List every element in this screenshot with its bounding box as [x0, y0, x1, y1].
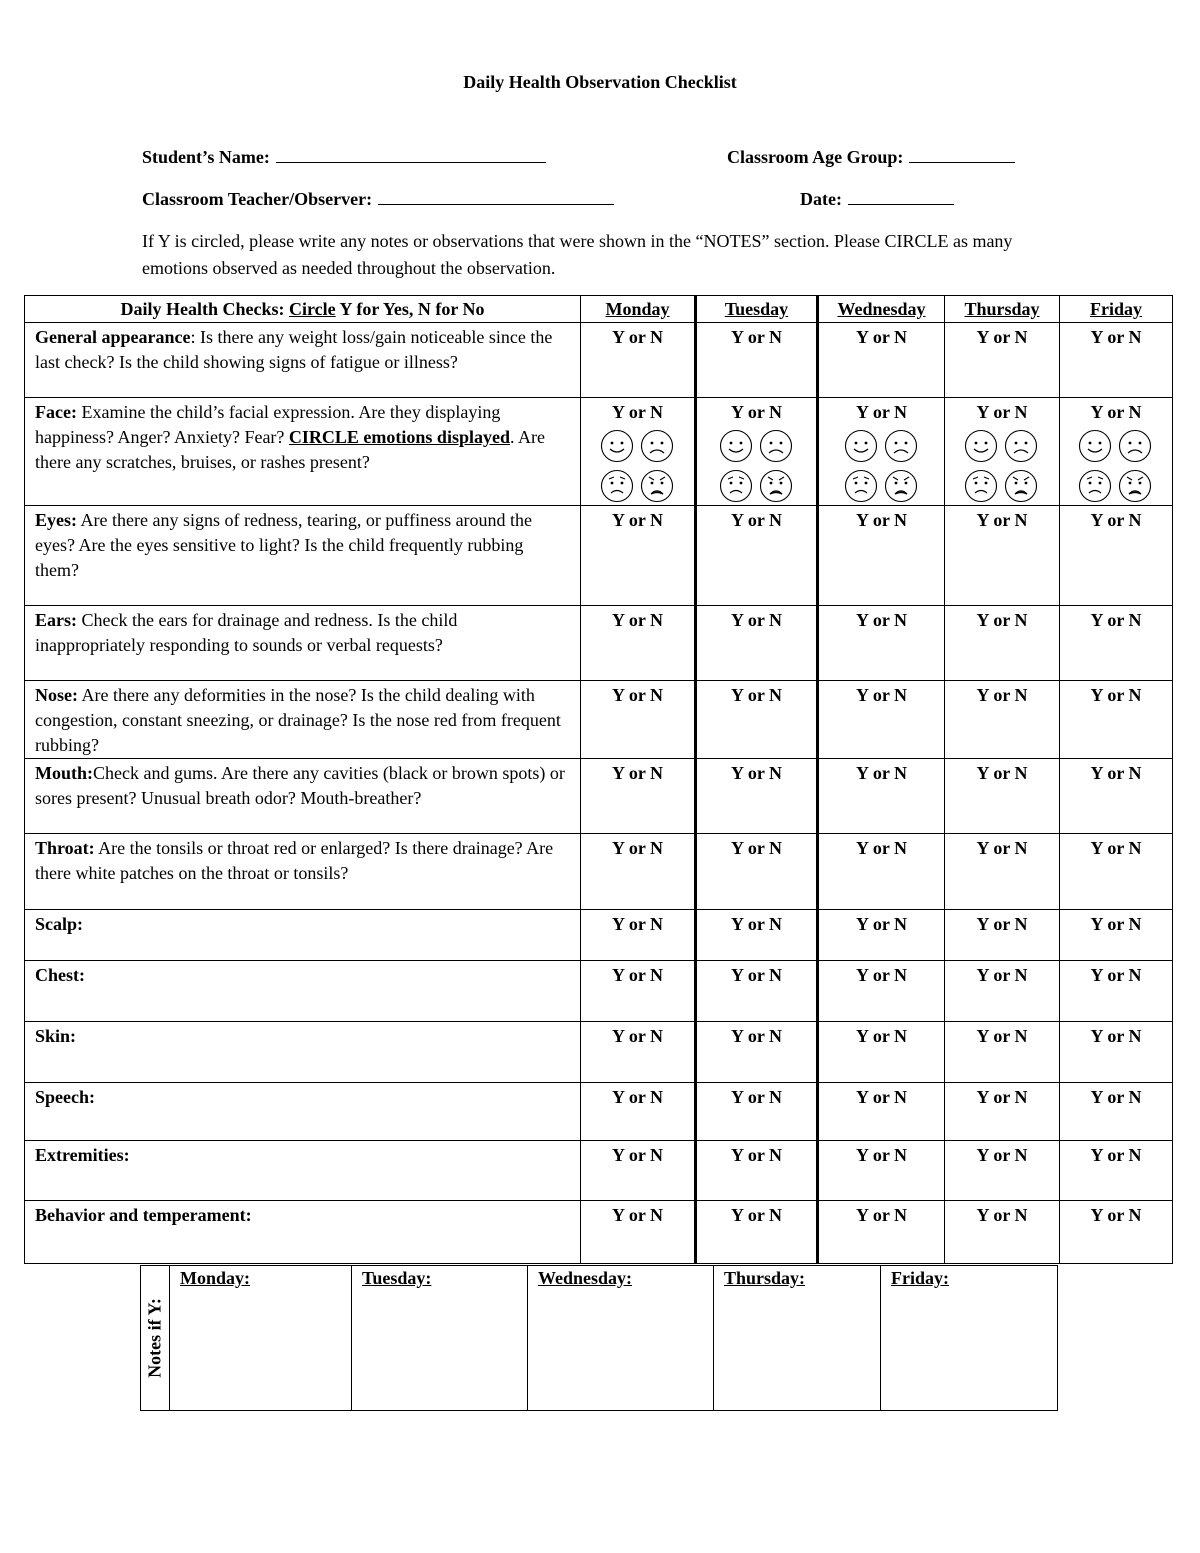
happy-face-icon[interactable] — [844, 429, 880, 463]
emotion-faces — [581, 429, 694, 503]
answer-tuesday[interactable] — [696, 1022, 818, 1083]
question-emphasis: CIRCLE emotions displayed — [288, 427, 510, 447]
teacher-field[interactable] — [142, 186, 614, 210]
answer-tuesday[interactable] — [696, 506, 818, 606]
question-cell — [25, 834, 581, 910]
answer-wednesday[interactable] — [818, 961, 945, 1022]
answer-friday[interactable] — [1060, 1201, 1173, 1264]
question-text-2: . Are there any scratches, bruises, or rashes present? — [35, 427, 545, 472]
yes-no-option[interactable]: Y or N — [612, 402, 663, 422]
answer-tuesday[interactable] — [696, 834, 818, 910]
question-cell — [25, 759, 581, 834]
yes-no-option[interactable]: Y or N — [856, 1026, 907, 1046]
angry-face-icon[interactable] — [1004, 469, 1040, 503]
happy-face-icon[interactable] — [719, 429, 755, 463]
yes-no-option[interactable]: Y or N — [856, 1087, 907, 1107]
yes-no-option[interactable]: Y or N — [976, 402, 1028, 422]
question-label: Behavior and temperament: — [35, 1205, 252, 1225]
answer-friday[interactable] — [1060, 398, 1173, 506]
emotion-faces — [697, 429, 816, 503]
table-row — [25, 834, 1173, 910]
table-row — [25, 606, 1173, 681]
answer-monday[interactable] — [581, 1141, 696, 1201]
notes-label-cell — [141, 1266, 170, 1411]
notes-wednesday[interactable]: Wednesday: — [528, 1266, 714, 1411]
notes-tuesday[interactable]: Tuesday: — [352, 1266, 528, 1411]
yes-no-option[interactable]: Y or N — [612, 1087, 663, 1107]
angry-face-icon[interactable] — [884, 469, 920, 503]
answer-wednesday[interactable] — [818, 398, 945, 506]
table-row — [25, 759, 1173, 834]
table-row — [25, 1201, 1173, 1264]
header-friday: Friday — [1060, 296, 1173, 323]
question-label: Scalp: — [35, 914, 84, 934]
worried-face-icon[interactable] — [600, 469, 636, 503]
answer-monday[interactable] — [581, 1201, 696, 1264]
yes-no-option[interactable]: Y or N — [731, 510, 782, 530]
question-cell — [25, 910, 581, 961]
answer-wednesday[interactable] — [818, 323, 945, 398]
answer-thursday[interactable] — [945, 506, 1060, 606]
date-field[interactable] — [800, 186, 954, 210]
sad-face-icon[interactable] — [759, 429, 795, 463]
answer-thursday[interactable] — [945, 606, 1060, 681]
answer-friday[interactable] — [1060, 323, 1173, 398]
yes-no-option[interactable]: Y or N — [612, 1026, 663, 1046]
question-text: : Is there any weight loss/gain noticeable since the last check? Is the child showing signs of fatigue or illness? — [35, 327, 553, 372]
question-text: Examine the child’s facial expression. Are they displaying happiness? Anger? Anxiety? Fear? — [35, 402, 501, 447]
yes-no-option[interactable]: Y or N — [612, 1145, 663, 1165]
question-cell — [25, 1022, 581, 1083]
answer-monday[interactable] — [581, 910, 696, 961]
yes-no-option[interactable]: Y or N — [856, 510, 907, 530]
yes-no-option[interactable]: Y or N — [612, 510, 663, 530]
answer-thursday[interactable] — [945, 1141, 1060, 1201]
instructions: If Y is circled, please write any notes or observations that were shown in the “NOTES” section. Please CIRCLE as many emotions observed as needed throughout the observation. — [142, 231, 1013, 278]
yes-no-option[interactable]: Y or N — [731, 1205, 782, 1225]
answer-friday[interactable] — [1060, 506, 1173, 606]
yes-no-option[interactable]: Y or N — [1090, 1026, 1142, 1046]
question-cell — [25, 323, 581, 398]
yes-no-option[interactable]: Y or N — [976, 1087, 1028, 1107]
yes-no-option[interactable]: Y or N — [1090, 610, 1142, 630]
answer-monday[interactable] — [581, 961, 696, 1022]
student-name-field[interactable] — [142, 144, 546, 168]
yes-no-option[interactable]: Y or N — [731, 838, 782, 858]
table-row — [25, 506, 1173, 606]
yes-no-option[interactable]: Y or N — [612, 1205, 663, 1225]
table-row — [25, 1141, 1173, 1201]
angry-face-icon[interactable] — [640, 469, 676, 503]
question-label: Extremities: — [35, 1145, 130, 1165]
yes-no-option[interactable]: Y or N — [612, 610, 663, 630]
question-text: Check and gums. Are there any cavities (black or brown spots) or sores present? Unusual breath odor? Mouth-breather? — [35, 763, 565, 808]
answer-friday[interactable] — [1060, 834, 1173, 910]
question-cell — [25, 1141, 581, 1201]
question-label: Face: — [35, 402, 77, 422]
yes-no-option[interactable]: Y or N — [976, 510, 1028, 530]
answer-tuesday[interactable] — [696, 759, 818, 834]
header-thursday: Thursday — [945, 296, 1060, 323]
yes-no-option[interactable]: Y or N — [731, 914, 782, 934]
answer-wednesday[interactable] — [818, 834, 945, 910]
question-cell — [25, 506, 581, 606]
table-row — [25, 323, 1173, 398]
worried-face-icon[interactable] — [844, 469, 880, 503]
header-monday: Monday — [581, 296, 696, 323]
answer-monday[interactable] — [581, 606, 696, 681]
emotion-faces — [819, 429, 944, 503]
answer-tuesday[interactable] — [696, 323, 818, 398]
health-checklist-table — [24, 295, 1173, 1264]
answer-thursday[interactable] — [945, 1201, 1060, 1264]
yes-no-option[interactable]: Y or N — [1090, 914, 1142, 934]
yes-no-option[interactable]: Y or N — [976, 1205, 1028, 1225]
answer-wednesday[interactable] — [818, 606, 945, 681]
question-label: Chest: — [35, 965, 85, 985]
question-label: Throat: — [35, 838, 95, 858]
angry-face-icon[interactable] — [759, 469, 795, 503]
yes-no-option[interactable]: Y or N — [731, 1026, 782, 1046]
yes-no-option[interactable]: Y or N — [1090, 510, 1142, 530]
yes-no-option[interactable]: Y or N — [612, 838, 663, 858]
answer-wednesday[interactable] — [818, 1022, 945, 1083]
answer-thursday[interactable] — [945, 910, 1060, 961]
question-label: Mouth: — [35, 763, 93, 783]
table-row — [25, 961, 1173, 1022]
sad-face-icon[interactable] — [640, 429, 676, 463]
answer-thursday[interactable] — [945, 961, 1060, 1022]
student-name-label: Student’s Name: — [142, 147, 270, 167]
answer-thursday[interactable] — [945, 398, 1060, 506]
yes-no-option[interactable]: Y or N — [856, 965, 907, 985]
yes-no-option[interactable]: Y or N — [731, 763, 782, 783]
answer-wednesday[interactable] — [818, 1083, 945, 1141]
sad-face-icon[interactable] — [1004, 429, 1040, 463]
worried-face-icon[interactable] — [1078, 469, 1114, 503]
answer-monday[interactable] — [581, 506, 696, 606]
answer-tuesday[interactable] — [696, 910, 818, 961]
answer-thursday[interactable] — [945, 834, 1060, 910]
answer-thursday[interactable] — [945, 681, 1060, 759]
answer-thursday[interactable] — [945, 1083, 1060, 1141]
worried-face-icon[interactable] — [964, 469, 1000, 503]
yes-no-option[interactable]: Y or N — [612, 327, 663, 347]
yes-no-option[interactable]: Y or N — [612, 763, 663, 783]
yes-no-option[interactable]: Y or N — [731, 1087, 782, 1107]
answer-monday[interactable] — [581, 834, 696, 910]
answer-wednesday[interactable] — [818, 759, 945, 834]
yes-no-option[interactable]: Y or N — [1090, 1205, 1142, 1225]
answer-friday[interactable] — [1060, 910, 1173, 961]
yes-no-option[interactable]: Y or N — [731, 327, 782, 347]
question-cell — [25, 681, 581, 759]
happy-face-icon[interactable] — [1078, 429, 1114, 463]
question-label: Ears: — [35, 610, 77, 630]
teacher-label: Classroom Teacher/Observer: — [142, 189, 373, 209]
question-cell — [25, 1083, 581, 1141]
yes-no-option[interactable]: Y or N — [976, 610, 1028, 630]
yes-no-option[interactable]: Y or N — [976, 327, 1028, 347]
yes-no-option[interactable]: Y or N — [976, 914, 1028, 934]
yes-no-option[interactable]: Y or N — [976, 838, 1028, 858]
yes-no-option[interactable]: Y or N — [976, 685, 1028, 705]
yes-no-option[interactable]: Y or N — [612, 965, 663, 985]
sad-face-icon[interactable] — [884, 429, 920, 463]
answer-tuesday[interactable] — [696, 398, 818, 506]
yes-no-option[interactable]: Y or N — [1090, 402, 1142, 422]
yes-no-option[interactable]: Y or N — [976, 965, 1028, 985]
answer-thursday[interactable] — [945, 1022, 1060, 1083]
answer-friday[interactable] — [1060, 759, 1173, 834]
yes-no-option[interactable]: Y or N — [731, 1145, 782, 1165]
yes-no-option[interactable]: Y or N — [612, 914, 663, 934]
emotion-faces — [945, 429, 1059, 503]
angry-face-icon[interactable] — [1118, 469, 1154, 503]
yes-no-option[interactable]: Y or N — [856, 402, 907, 422]
yes-no-option[interactable]: Y or N — [1090, 685, 1142, 705]
yes-no-option[interactable]: Y or N — [976, 1026, 1028, 1046]
question-text: Are there any deformities in the nose? Is the child dealing with congestion, constant sneezing, or drainage? Is the nose red from frequent rubbing? — [35, 685, 561, 755]
happy-face-icon[interactable] — [600, 429, 636, 463]
answer-wednesday[interactable] — [818, 681, 945, 759]
yes-no-option[interactable]: Y or N — [856, 610, 907, 630]
table-row — [25, 681, 1173, 759]
student-name-line[interactable] — [276, 144, 546, 163]
answer-tuesday[interactable] — [696, 681, 818, 759]
answer-monday[interactable] — [581, 1022, 696, 1083]
answer-thursday[interactable] — [945, 323, 1060, 398]
age-group-field[interactable] — [727, 144, 1015, 168]
question-label: Nose: — [35, 685, 78, 705]
yes-no-option[interactable]: Y or N — [856, 914, 907, 934]
answer-friday[interactable] — [1060, 1022, 1173, 1083]
table-row — [25, 1083, 1173, 1141]
notes-monday[interactable]: Monday: — [170, 1266, 352, 1411]
teacher-line[interactable] — [378, 186, 614, 205]
yes-no-option[interactable]: Y or N — [1090, 1087, 1142, 1107]
answer-friday[interactable] — [1060, 1083, 1173, 1141]
header-tuesday: Tuesday — [696, 296, 818, 323]
yes-no-option[interactable]: Y or N — [856, 685, 907, 705]
question-label: Eyes: — [35, 510, 77, 530]
yes-no-option[interactable]: Y or N — [731, 610, 782, 630]
emotion-faces — [1060, 429, 1172, 503]
question-text: Are the tonsils or throat red or enlarged? Is there drainage? Are there white patches on the throat or tonsils? — [35, 838, 554, 883]
answer-tuesday[interactable] — [696, 606, 818, 681]
question-cell — [25, 961, 581, 1022]
answer-wednesday[interactable] — [818, 506, 945, 606]
question-cell — [25, 606, 581, 681]
yes-no-option[interactable]: Y or N — [856, 1205, 907, 1225]
happy-face-icon[interactable] — [964, 429, 1000, 463]
question-text: Are there any signs of redness, tearing, or puffiness around the eyes? Are the eyes sensitive to light? Is the child frequently rubbing them? — [35, 510, 533, 580]
question-label: Skin: — [35, 1026, 77, 1046]
answer-friday[interactable] — [1060, 1141, 1173, 1201]
answer-friday[interactable] — [1060, 961, 1173, 1022]
question-label: General appearance — [35, 327, 191, 347]
date-label: Date: — [800, 189, 842, 209]
answer-tuesday[interactable] — [696, 1201, 818, 1264]
table-row — [25, 398, 1173, 506]
answer-monday[interactable] — [581, 1083, 696, 1141]
yes-no-option[interactable]: Y or N — [731, 685, 782, 705]
question-cell — [25, 1201, 581, 1264]
question-label: Speech: — [35, 1087, 95, 1107]
table-row — [25, 1022, 1173, 1083]
answer-friday[interactable] — [1060, 606, 1173, 681]
notes-thursday[interactable]: Thursday: — [714, 1266, 881, 1411]
answer-wednesday[interactable] — [818, 1201, 945, 1264]
answer-tuesday[interactable] — [696, 1083, 818, 1141]
question-text: Check the ears for drainage and redness. Is the child inappropriately responding to sounds or verbal requests? — [35, 610, 458, 655]
yes-no-option[interactable]: Y or N — [731, 965, 782, 985]
notes-friday[interactable]: Friday: — [881, 1266, 1058, 1411]
answer-wednesday[interactable] — [818, 910, 945, 961]
yes-no-option[interactable]: Y or N — [731, 402, 782, 422]
yes-no-option[interactable]: Y or N — [1090, 965, 1142, 985]
checks-header: Daily Health Checks: Circle Y for Yes, N for No — [25, 296, 581, 323]
date-line[interactable] — [848, 186, 954, 205]
yes-no-option[interactable]: Y or N — [1090, 838, 1142, 858]
yes-no-option[interactable]: Y or N — [856, 763, 907, 783]
table-row — [25, 910, 1173, 961]
answer-monday[interactable] — [581, 681, 696, 759]
answer-tuesday[interactable] — [696, 961, 818, 1022]
question-cell — [25, 398, 581, 506]
age-group-label: Classroom Age Group: — [727, 147, 904, 167]
worried-face-icon[interactable] — [719, 469, 755, 503]
yes-no-option[interactable]: Y or N — [856, 327, 907, 347]
answer-monday[interactable] — [581, 759, 696, 834]
header-wednesday: Wednesday — [818, 296, 945, 323]
sad-face-icon[interactable] — [1118, 429, 1154, 463]
yes-no-option[interactable]: Y or N — [1090, 763, 1142, 783]
yes-no-option[interactable]: Y or N — [976, 763, 1028, 783]
yes-no-option[interactable]: Y or N — [856, 1145, 907, 1165]
yes-no-option[interactable]: Y or N — [612, 685, 663, 705]
page-title: Daily Health Observation Checklist — [463, 72, 737, 92]
answer-monday[interactable] — [581, 323, 696, 398]
table-header-row — [25, 296, 1173, 323]
answer-wednesday[interactable] — [818, 1141, 945, 1201]
answer-monday[interactable] — [581, 398, 696, 506]
yes-no-option[interactable]: Y or N — [856, 838, 907, 858]
answer-friday[interactable] — [1060, 681, 1173, 759]
yes-no-option[interactable]: Y or N — [1090, 327, 1142, 347]
notes-label: Notes if Y: — [144, 1298, 165, 1378]
notes-table — [140, 1265, 1058, 1411]
answer-thursday[interactable] — [945, 759, 1060, 834]
yes-no-option[interactable]: Y or N — [1090, 1145, 1142, 1165]
age-group-line[interactable] — [909, 144, 1015, 163]
yes-no-option[interactable]: Y or N — [976, 1145, 1028, 1165]
answer-tuesday[interactable] — [696, 1141, 818, 1201]
